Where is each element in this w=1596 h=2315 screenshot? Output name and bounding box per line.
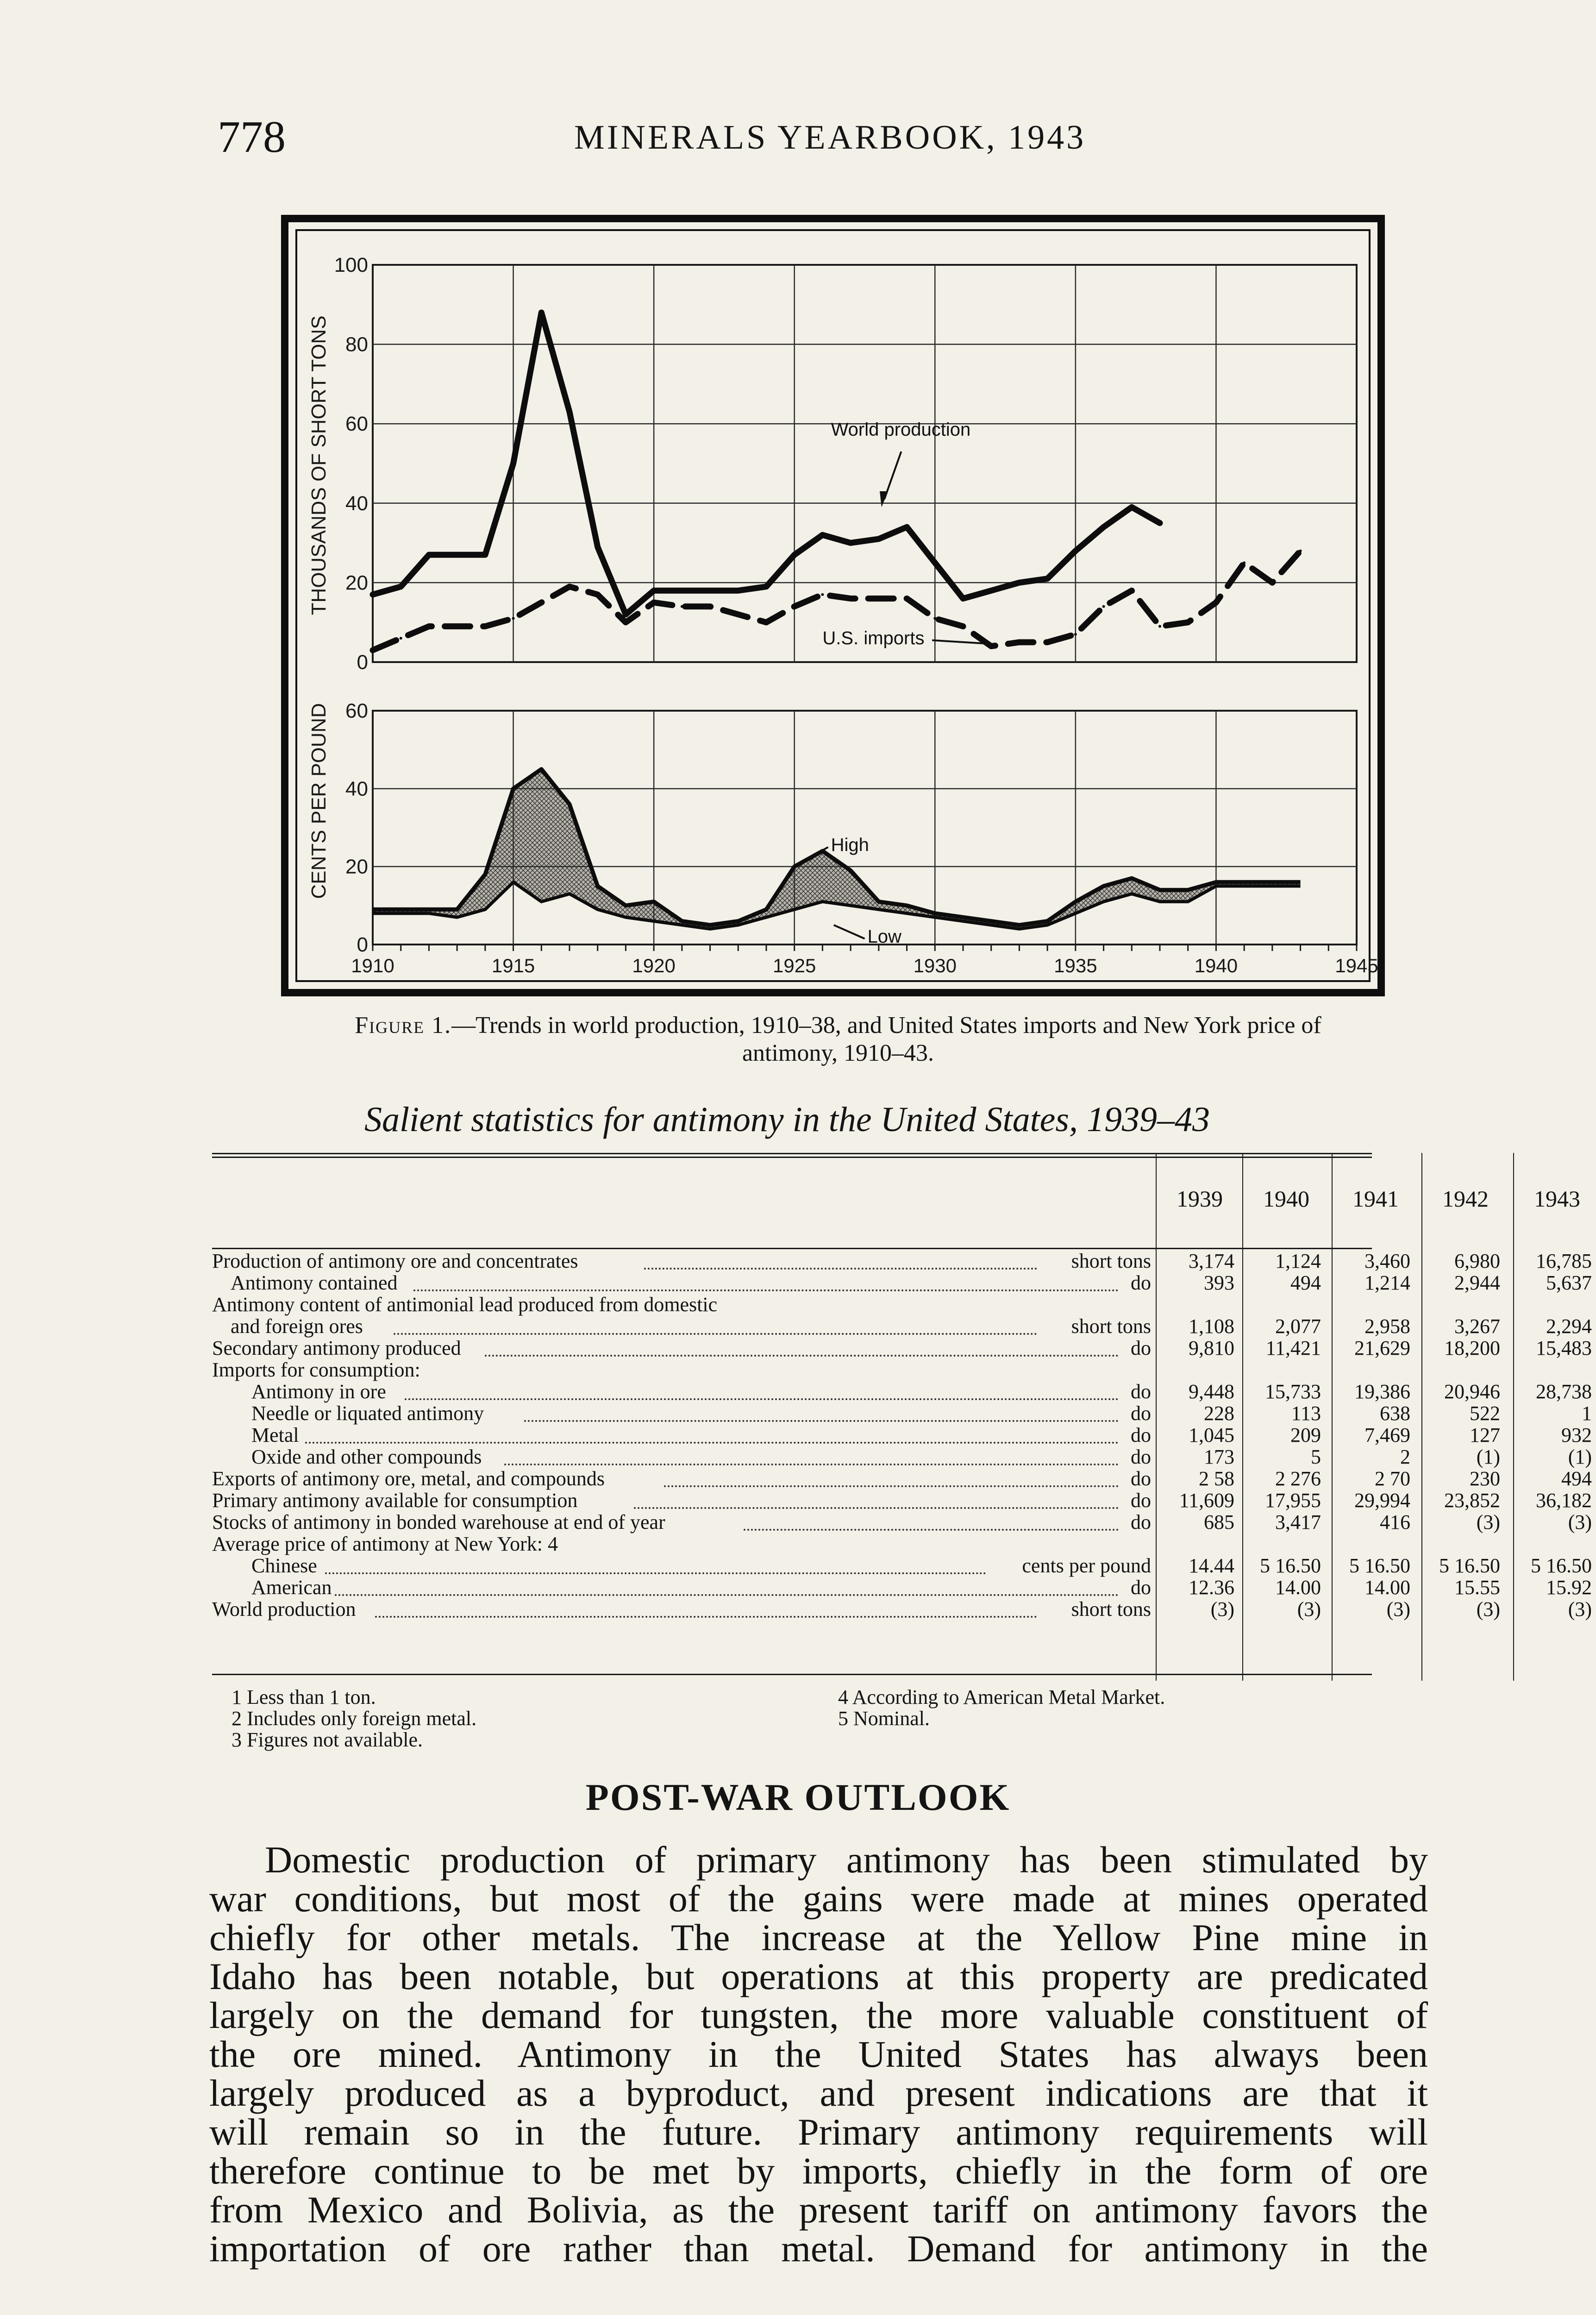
table-row-unit: do (1131, 1511, 1151, 1533)
body-line: importation of ore rather than metal. Demand for antimony in the (209, 2227, 1428, 2270)
world-production-point (652, 589, 655, 592)
x-tick-label: 1930 (913, 955, 957, 976)
table-cell: 17,955 (1265, 1489, 1321, 1512)
table-cell: 5 16.50 (1349, 1554, 1410, 1577)
table-cell: 113 (1291, 1402, 1321, 1425)
world-production-point (624, 613, 627, 616)
production-plot (334, 254, 1357, 674)
table-leader-dots (634, 1489, 1119, 1509)
world-production-point (765, 585, 768, 588)
footnote: 1 Less than 1 ton. (232, 1686, 376, 1708)
figure-caption-line-1: —Trends in world production, 1910–38, and United States imports and New York price of (451, 1012, 1321, 1039)
us-imports-point (1046, 641, 1049, 644)
us-imports-point (512, 617, 515, 620)
us-imports-point (484, 625, 487, 628)
world-production-arrowhead (880, 491, 888, 507)
table-leader-dots (335, 1576, 1119, 1596)
body-line: largely produced as a byproduct, and present indications are that it (209, 2072, 1428, 2114)
us-imports-point (793, 605, 796, 608)
world-production-point (990, 589, 993, 592)
year-header: 1940 (1263, 1186, 1309, 1212)
x-tick-label: 1925 (772, 955, 816, 976)
section-heading: POST-WAR OUTLOOK (585, 1776, 1011, 1818)
table-row-unit: do (1131, 1445, 1151, 1468)
table-cell: (3) (1210, 1598, 1234, 1620)
table-cell: 15,483 (1536, 1337, 1592, 1359)
table-cell: (3) (1297, 1598, 1321, 1620)
table-row-unit: do (1131, 1467, 1151, 1490)
table-cell: 173 (1204, 1445, 1234, 1468)
price-plot (345, 700, 1378, 976)
table-cell: 2,294 (1546, 1315, 1592, 1338)
y-tick-label: 100 (334, 254, 368, 276)
table-cell: 522 (1470, 1402, 1500, 1425)
world-production-point (371, 593, 374, 596)
us-imports-annotation: U.S. imports (822, 628, 925, 649)
table-cell: 5 16.50 (1260, 1554, 1321, 1577)
world-production-point (906, 526, 908, 528)
table-cell: 638 (1380, 1402, 1410, 1425)
table-cell: 6,980 (1454, 1250, 1500, 1272)
table-cell: 19,386 (1354, 1380, 1410, 1403)
figure-chart (0, 0, 1596, 1009)
table-row-unit: short tons (1071, 1315, 1151, 1338)
table-cell: 28,738 (1536, 1380, 1592, 1403)
table-cell: 127 (1470, 1424, 1500, 1446)
top-y-axis-label: THOUSANDS OF SHORT TONS (307, 315, 330, 615)
x-tick-label: 1920 (632, 955, 676, 976)
footnote: 3 Figures not available. (232, 1728, 423, 1751)
high-annotation: High (831, 835, 869, 855)
table-cell: 15.92 (1546, 1576, 1592, 1599)
world-production-point (400, 585, 402, 588)
y-tick-label: 20 (345, 855, 368, 878)
table-cell: 36,182 (1536, 1489, 1592, 1512)
table-cell: 29,994 (1354, 1489, 1410, 1512)
table-cell: 1,214 (1364, 1271, 1410, 1294)
table-row-unit: do (1131, 1380, 1151, 1403)
body-line: war conditions, but most of the gains were made at mines operated (209, 1877, 1428, 1920)
us-imports-point (427, 625, 430, 628)
bottom-y-axis-title (307, 703, 330, 899)
body-line: Idaho has been notable, but operations at this property are predicated (209, 1955, 1428, 1997)
table-cell: 7,469 (1364, 1424, 1410, 1446)
table-leader-dots (485, 1336, 1119, 1357)
x-tick-label: 1945 (1335, 955, 1378, 976)
us-imports-point (906, 597, 908, 600)
table-cell: (3) (1568, 1598, 1592, 1620)
table-cell: 228 (1204, 1402, 1234, 1425)
y-tick-label: 80 (345, 333, 368, 356)
top-y-axis-title (307, 315, 330, 615)
low-annotation: Low (867, 926, 901, 947)
y-tick-label: 40 (345, 492, 368, 515)
us-imports-point (596, 593, 599, 596)
table-row-label: Secondary antimony produced (212, 1337, 461, 1359)
table-row-label: and foreign ores (231, 1315, 363, 1338)
table-title: Salient statistics for antimony in the United States, 1939–43 (364, 1100, 1210, 1139)
us-imports-point (1074, 633, 1077, 636)
world-production-line (373, 313, 1160, 614)
table-column-divider (1513, 1153, 1514, 1681)
table-row-label: Primary antimony available for consumption (212, 1489, 578, 1512)
table-cell: 393 (1204, 1271, 1234, 1294)
table-cell: 9,448 (1189, 1380, 1234, 1403)
table-cell: (3) (1476, 1511, 1500, 1533)
table-cell: (3) (1386, 1598, 1410, 1620)
table-row-label: Metal (251, 1424, 299, 1446)
world-production-point (596, 545, 599, 548)
table-cell: 18,200 (1444, 1337, 1500, 1359)
figure-label: Figure 1. (355, 1012, 452, 1039)
footnote: 4 According to American Metal Market. (838, 1686, 1165, 1708)
y-tick-label: 40 (345, 777, 368, 801)
us-imports-point (1102, 605, 1105, 608)
world-production-point (962, 597, 964, 600)
table-leader-dots (375, 1597, 1037, 1618)
y-tick-label: 60 (345, 700, 368, 722)
table-cell: 2,944 (1454, 1271, 1500, 1294)
table-column-divider (1156, 1153, 1157, 1681)
table-cell: 1 (1582, 1402, 1592, 1425)
table-leader-dots (664, 1467, 1119, 1487)
table-leader-dots (305, 1423, 1119, 1444)
table-cell: 11,421 (1265, 1337, 1321, 1359)
table-cell: 685 (1204, 1511, 1234, 1533)
table-cell: (3) (1568, 1511, 1592, 1533)
table-cell: 5 (1311, 1445, 1321, 1468)
body-line: largely on the demand for tungsten, the more valuable constituent of (209, 1994, 1428, 2036)
world-production-point (1102, 526, 1105, 528)
table-cell: 3,460 (1364, 1250, 1410, 1272)
us-imports-point (1271, 581, 1274, 584)
us-imports-point (371, 649, 374, 651)
table-cell: 932 (1561, 1424, 1592, 1446)
table-cell: 494 (1561, 1467, 1592, 1490)
table-cell: 494 (1290, 1271, 1321, 1294)
year-header: 1941 (1352, 1186, 1399, 1212)
table-leader-dots (524, 1402, 1119, 1422)
us-imports-point (877, 597, 880, 600)
figure-caption-line-2: antimony, 1910–43. (742, 1040, 934, 1066)
table-cell: 209 (1290, 1424, 1321, 1446)
table-row-label: Oxide and other compounds (251, 1445, 482, 1468)
table-row-label: Antimony in ore (251, 1380, 386, 1403)
table-cell: 14.44 (1189, 1554, 1234, 1577)
table-cell: 416 (1380, 1511, 1410, 1533)
table-rule (212, 1674, 1372, 1675)
table-column-divider (1242, 1153, 1243, 1681)
table-cell: 5,637 (1546, 1271, 1592, 1294)
table-leader-dots (405, 1380, 1119, 1400)
us-imports-point (652, 601, 655, 604)
table-row-unit: short tons (1071, 1250, 1151, 1272)
table-cell: 2 70 (1375, 1467, 1410, 1490)
us-imports-point (1243, 562, 1246, 564)
table-cell: 9,810 (1189, 1337, 1234, 1359)
body-line: will remain so in the future. Primary antimony requirements will (209, 2111, 1428, 2153)
world-production-point (1046, 577, 1049, 580)
table-rule (212, 1153, 1372, 1154)
us-imports-point (737, 613, 739, 616)
us-imports-point (1018, 641, 1020, 644)
table-row-label: Chinese (251, 1554, 317, 1577)
footnote: 2 Includes only foreign metal. (232, 1707, 477, 1730)
table-cell: 2,958 (1364, 1315, 1410, 1338)
figure-caption (250, 1012, 1426, 1067)
table-row-unit: do (1131, 1271, 1151, 1294)
us-imports-point (821, 593, 824, 596)
world-production-point (456, 553, 458, 556)
table-cell: 1,045 (1189, 1424, 1234, 1446)
running-title: MINERALS YEARBOOK, 1943 (574, 119, 1086, 156)
world-production-point (681, 589, 683, 592)
low-arrow (834, 925, 865, 939)
table-cell: 11,609 (1179, 1489, 1234, 1512)
table-cell: 15,733 (1265, 1380, 1321, 1403)
year-header: 1943 (1534, 1186, 1580, 1212)
world-production-point (540, 311, 543, 314)
x-tick-label: 1940 (1194, 955, 1238, 976)
table-cell: 20,946 (1444, 1380, 1500, 1403)
table-cell: 1,108 (1189, 1315, 1234, 1338)
table-cell: 14.00 (1364, 1576, 1410, 1599)
x-tick-label: 1915 (491, 955, 535, 976)
table-row-label: Antimony contained (231, 1271, 398, 1294)
year-header: 1939 (1177, 1186, 1223, 1212)
table-cell: 2 (1400, 1445, 1410, 1468)
world-production-point (484, 553, 487, 556)
table-row-unit: do (1131, 1576, 1151, 1599)
table-cell: 5 16.50 (1531, 1554, 1592, 1577)
world-production-point (821, 533, 824, 536)
table-row-label: Stocks of antimony in bonded warehouse at end of year (212, 1511, 665, 1533)
us-imports-point (1187, 621, 1189, 624)
world-production-point (512, 462, 515, 465)
table-leader-dots (325, 1554, 986, 1574)
world-production-point (1130, 506, 1133, 508)
us-imports-point (1214, 601, 1217, 604)
table-cell: 3,267 (1454, 1315, 1500, 1338)
table-cell: 21,629 (1354, 1337, 1410, 1359)
us-imports-point (849, 597, 852, 600)
y-tick-label: 20 (345, 571, 368, 594)
table-cell: 2 276 (1275, 1467, 1321, 1490)
table-cell: 2 58 (1199, 1467, 1234, 1490)
y-tick-label: 0 (357, 651, 368, 674)
table-row-label: Antimony content of antimonial lead produced from domestic (212, 1293, 718, 1316)
world-production-point (849, 542, 852, 544)
us-imports-point (1130, 589, 1133, 592)
table-cell: 16,785 (1536, 1250, 1592, 1272)
table-leader-dots (394, 1314, 1037, 1335)
y-tick-label: 0 (357, 933, 368, 956)
us-imports-point (765, 621, 768, 624)
table-cell: 230 (1470, 1467, 1500, 1490)
table-row-unit: cents per pound (1022, 1554, 1151, 1577)
us-imports-point (1158, 625, 1161, 628)
table-leader-dots (504, 1445, 1119, 1465)
table-row-label: World production (212, 1598, 356, 1620)
table-cell: (1) (1476, 1445, 1500, 1468)
world-production-point (737, 589, 739, 592)
table-row-label: Needle or liquated antimony (251, 1402, 484, 1425)
us-imports-point (400, 637, 402, 640)
us-imports-point (709, 605, 712, 608)
bottom-y-axis-label: CENTS PER POUND (307, 703, 330, 899)
table-cell: 3,174 (1189, 1250, 1234, 1272)
world-production-point (1018, 581, 1020, 584)
world-production-point (933, 562, 936, 564)
world-production-point (568, 410, 571, 413)
page-number: 778 (218, 112, 286, 162)
table-row-label: Average price of antimony at New York: 4 (212, 1533, 558, 1555)
body-line: Domestic production of primary antimony has been stimulated by (265, 1839, 1428, 1881)
world-production-point (877, 538, 880, 540)
world-production-point (1074, 550, 1077, 552)
us-imports-point (624, 621, 627, 624)
us-imports-point (568, 585, 571, 588)
body-line: chiefly for other metals. The increase at the Yellow Pine mine in (209, 1916, 1428, 1958)
table-row-unit: do (1131, 1489, 1151, 1512)
table-row-label: American (251, 1576, 332, 1599)
us-imports-point (933, 617, 936, 620)
table-row-unit: do (1131, 1424, 1151, 1446)
world-production-annotation: World production (831, 419, 971, 440)
us-imports-point (990, 645, 993, 648)
y-tick-label: 60 (345, 413, 368, 436)
world-production-point (427, 553, 430, 556)
table-cell: 5 16.50 (1439, 1554, 1500, 1577)
us-imports-point (962, 625, 964, 628)
table-row-label: Production of antimony ore and concentrates (212, 1250, 578, 1272)
us-imports-point (540, 601, 543, 604)
salient-statistics-table (212, 1153, 1592, 1681)
world-production-point (793, 553, 796, 556)
table-cell: 1,124 (1275, 1250, 1321, 1272)
footnote: 5 Nominal. (838, 1707, 930, 1730)
table-cell: 14.00 (1275, 1576, 1321, 1599)
world-production-point (709, 589, 712, 592)
body-line: therefore continue to be met by imports, chiefly in the form of ore (209, 2150, 1428, 2192)
body-line: from Mexico and Bolivia, as the present tariff on antimony favors the (209, 2189, 1428, 2231)
table-row-unit: short tons (1071, 1598, 1151, 1620)
table-row-unit: do (1131, 1337, 1151, 1359)
table-row-label: Imports for consumption: (212, 1358, 420, 1381)
production-plot-frame (373, 265, 1357, 662)
table-leader-dots (744, 1510, 1119, 1531)
table-cell: 3,417 (1275, 1511, 1321, 1533)
table-row-unit: do (1131, 1402, 1151, 1425)
us-imports-point (1299, 550, 1302, 552)
table-leader-dots (413, 1271, 1119, 1291)
us-imports-point (456, 625, 458, 628)
table-row-label: Exports of antimony ore, metal, and compounds (212, 1467, 605, 1490)
table-cell: (3) (1476, 1598, 1500, 1620)
table-leader-dots (644, 1249, 1037, 1270)
table-column-divider (1332, 1153, 1333, 1681)
table-cell: 23,852 (1444, 1489, 1500, 1512)
table-cell: 12.36 (1189, 1576, 1234, 1599)
year-header: 1942 (1442, 1186, 1489, 1212)
world-production-point (1158, 522, 1161, 525)
table-rule (212, 1157, 1372, 1158)
us-imports-point (681, 605, 683, 608)
x-tick-label: 1935 (1054, 955, 1097, 976)
table-column-divider (1421, 1153, 1422, 1681)
x-tick-label: 1910 (351, 955, 394, 976)
table-cell: 2,077 (1275, 1315, 1321, 1338)
table-cell: (1) (1568, 1445, 1592, 1468)
table-cell: 15.55 (1454, 1576, 1500, 1599)
body-line: the ore mined. Antimony in the United States has always been (209, 2033, 1428, 2075)
section-body (209, 1840, 1428, 2268)
